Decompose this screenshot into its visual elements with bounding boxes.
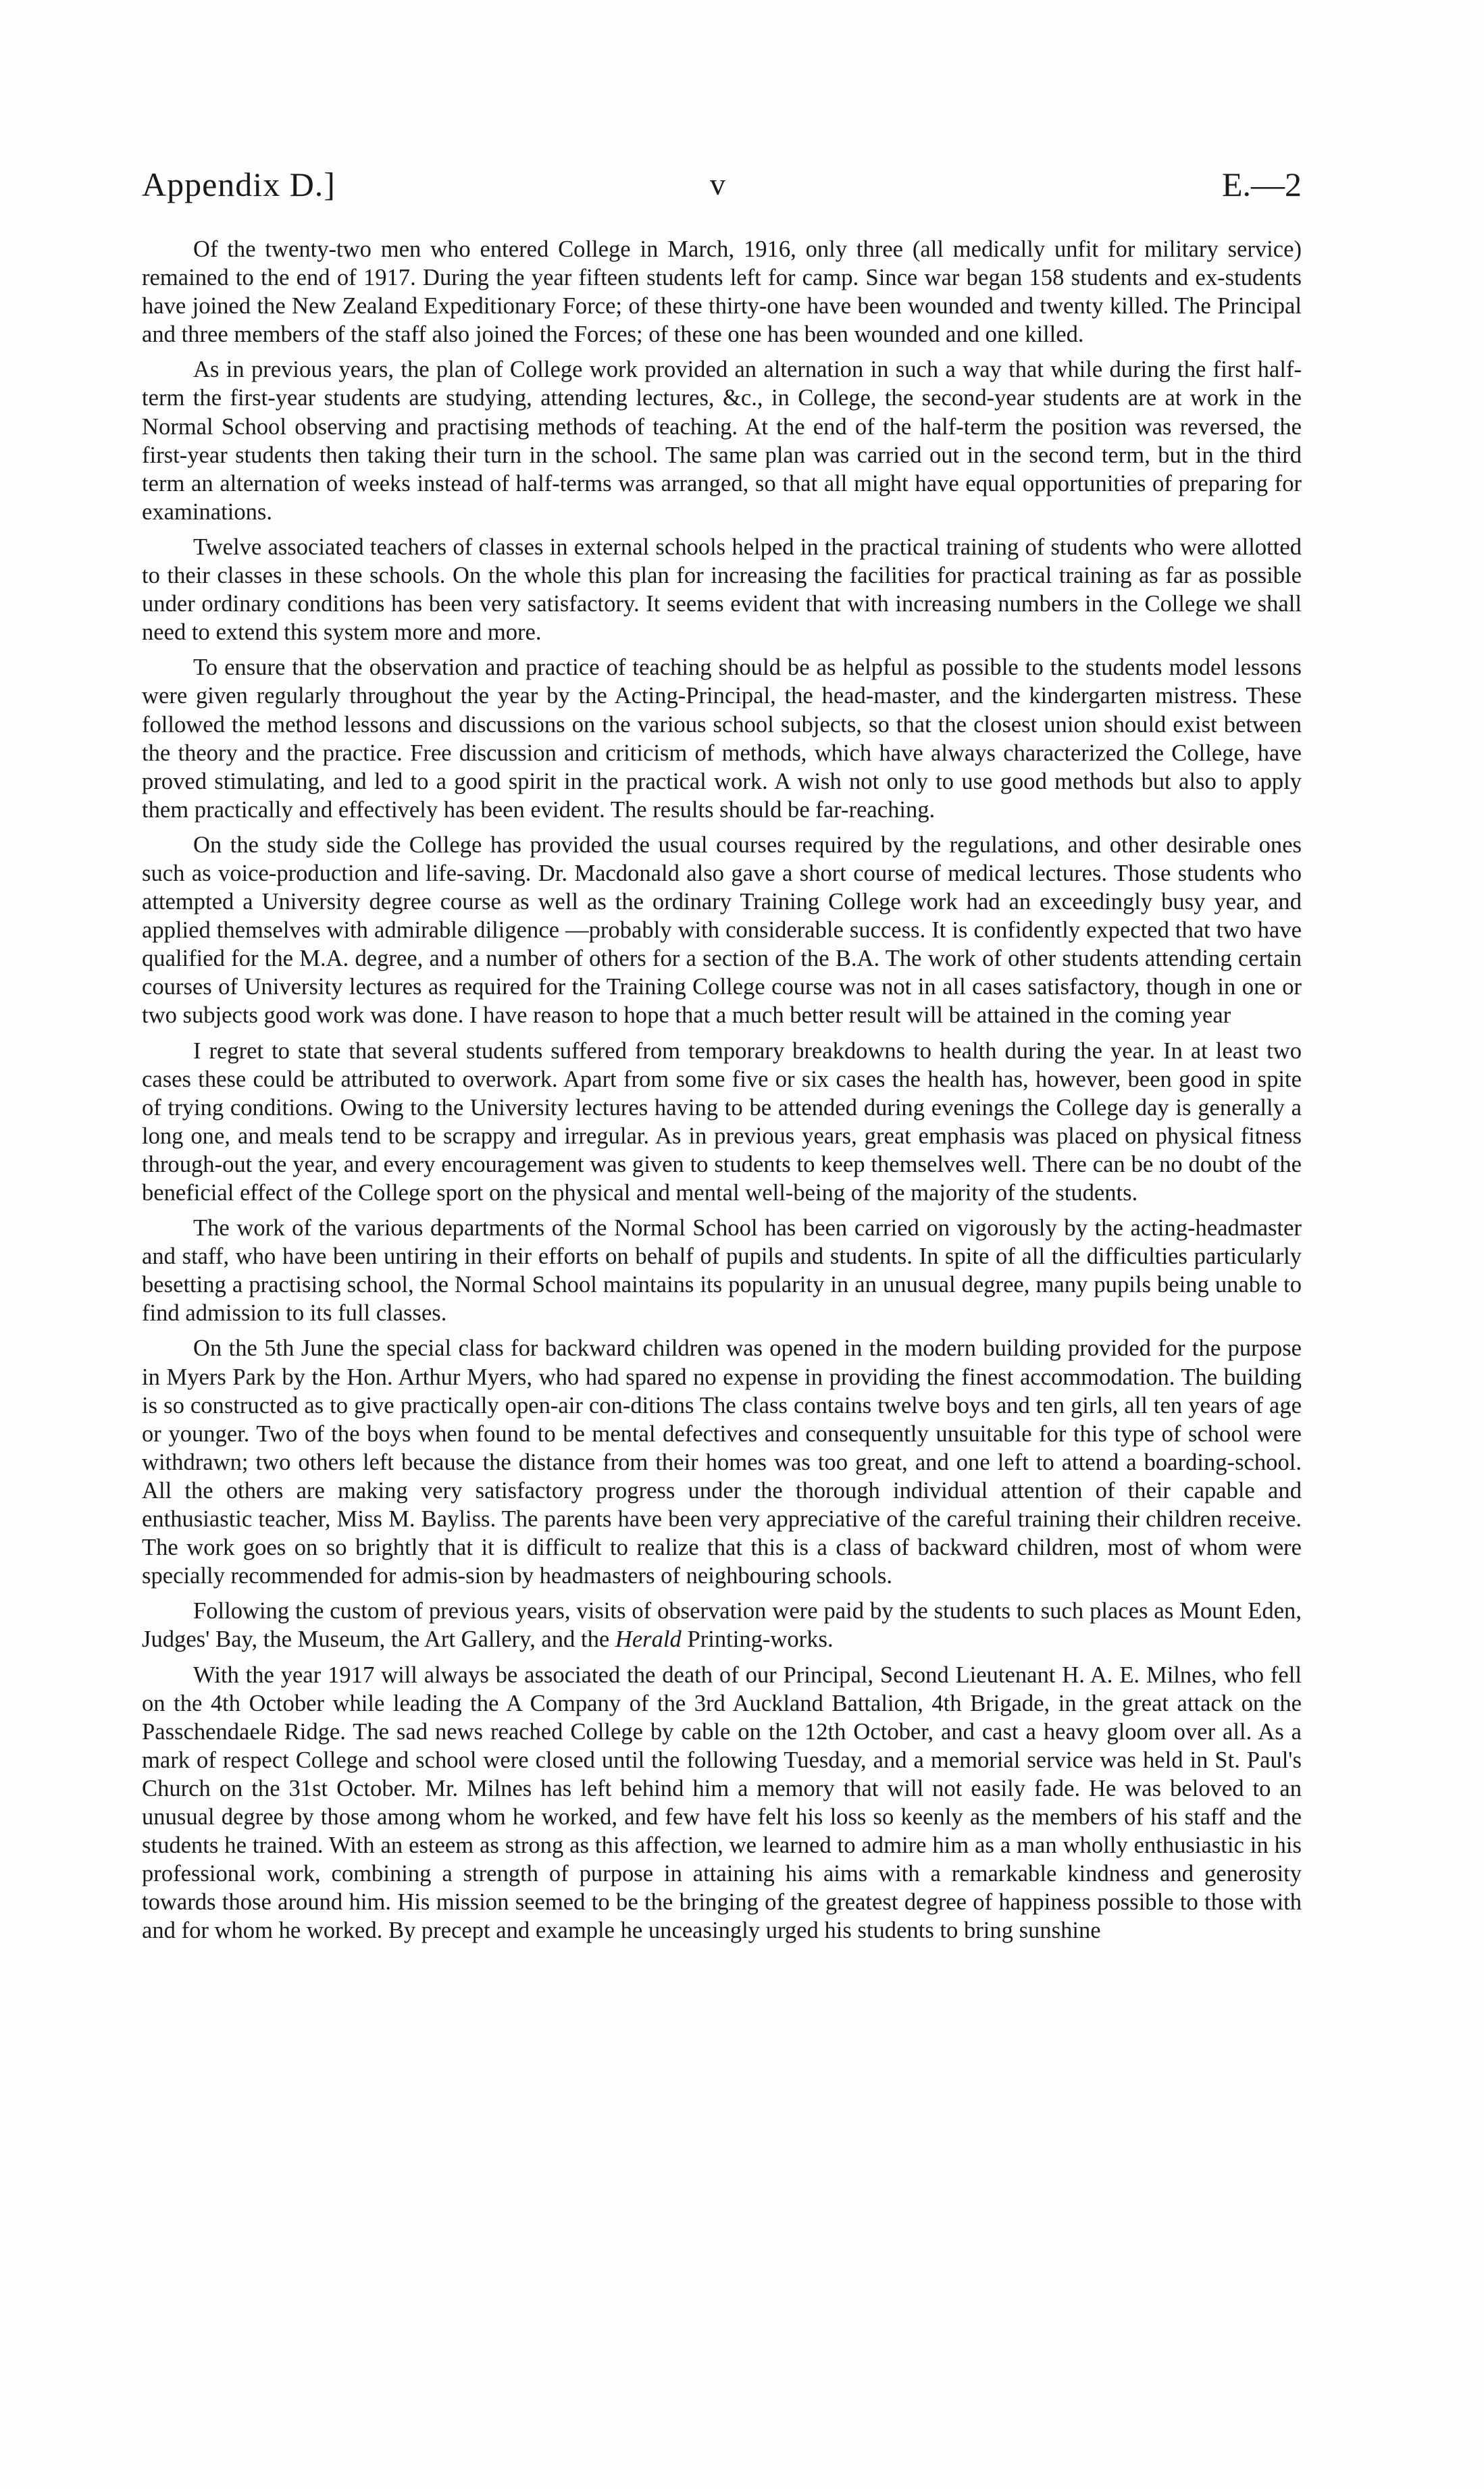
paragraph-associated-teachers: Twelve associated teachers of classes in external schools helped in the practical training of students who were allotted to their classes in these schools. On the whole this plan for increasing the facilities for practical training as far as possible under ordinary conditions has been very satisfactory. It seems evident that with increasing numbers in the College we shall need to extend this system more and more. [142, 534, 1302, 646]
header-document-code: E.—2 [1221, 165, 1302, 203]
running-header [142, 165, 1302, 212]
paragraph-alternation-plan: As in previous years, the plan of College work provided an alternation in such a way that while during the first half-term the first-year students are studying, attending lectures, &c., in College, the second-year students are at work in the Normal School observing and practising methods of teaching. At the end of the half-term the position was reversed, the first-year students then taking their turn in the school. The same plan was carried out in the second term, but in the third term an alternation of weeks instead of half-terms was arranged, so that all might have equal opportunities of preparing for examinations. [142, 357, 1302, 525]
observation-text-end: Printing-works. [681, 1626, 834, 1653]
paragraph-student-health: I regret to state that several students suffered from temporary breakdowns to health during the year. In at least two cases these could be attributed to overwork. Apart from some five or six cases the health has, however, been good in spite of trying conditions. Owing to the University lectures having to be attended during evenings the College day is generally a long one, and meals tend to be scrappy and irregular. As in previous years, great emphasis was placed on physical fitness through-out the year, and every encouragement was given to students to keep themselves well. There can be no doubt of the beneficial effect of the College sport on the physical and mental well-being of the majority of the students. [142, 1037, 1302, 1206]
paragraph-principal-memorial: With the year 1917 will always be associated the death of our Principal, Second Lieutenant H. A. E. Milnes, who fell on the 4th October while leading the A Company of the 3rd Auckland Battalion, 4th Brigade, in the great attack on the Passchendaele Ridge. The sad news reached College by cable on the 12th October, and cast a heavy gloom over all. As a mark of respect College and school were closed until the following Tuesday, and a memorial service was held in St. Paul's Church on the 31st October. Mr. Milnes has left behind him a memory that will not easily fade. He was beloved to an unusual degree by those among whom he worked, and few have felt his loss so keenly as the members of his staff and the students he trained. With an esteem as strong as this affection, we learned to admire him as a man wholly enthusiastic in his professional work, combining a strength of purpose in attaining his aims with a remarkable kindness and generosity towards those around him. His mission seemed to be the bringing of the greatest degree of happiness possible to those with and for whom he worked. By precept and example he unceasingly urged his students to bring sunshine [142, 1662, 1302, 1944]
report-body [142, 235, 1302, 1945]
header-appendix-label: Appendix D.] [142, 165, 336, 203]
observation-text-italic: Herald [615, 1626, 682, 1653]
observation-text-start: Following the custom of previous years, visits of observation were paid by the students to such places as Mount Eden, Judges' Bay, the Museum, the Art Gallery, and the [142, 1598, 1302, 1653]
header-page-number: v [710, 167, 725, 201]
paragraph-normal-school: The work of the various departments of the Normal School has been carried on vigorously by the acting-headmaster and staff, who have been untiring in their efforts on behalf of pupils and students. In spite of all the difficulties particularly besetting a practising school, the Normal School maintains its popularity in an unusual degree, many pupils being unable to find admission to its full classes. [142, 1215, 1302, 1327]
paragraph-study-courses: On the study side the College has provided the usual courses required by the regulations, and other desirable ones such as voice-production and life-saving. Dr. Macdonald also gave a short course of medical lectures. Those students who attempted a University degree course as well as the ordinary Training College work had an exceedingly busy year, and applied themselves with admirable diligence —probably with considerable success. It is confidently expected that two have qualified for the M.A. degree, and a number of others for a section of the B.A. The work of other students attending certain courses of University lectures as required for the Training College course was not in all cases satisfactory, though in one or two subjects good work was done. I have reason to hope that a much better result will be attained in the coming year [142, 831, 1302, 1029]
paragraph-observation-visits [142, 1597, 1302, 1653]
paragraph-enrolment-war-service: Of the twenty-two men who entered College in March, 1916, only three (all medically unfit for military service) remained to the end of 1917. During the year fifteen students left for camp. Since war began 158 students and ex-students have joined the New Zealand Expeditionary Force; of these thirty-one have been wounded and twenty killed. The Principal and three members of the staff also joined the Forces; of these one has been wounded and one killed. [142, 236, 1302, 348]
paragraph-model-lessons: To ensure that the observation and practice of teaching should be as helpful as possible to the students model lessons were given regularly throughout the year by the Acting-Principal, the head-master, and the kindergarten mistress. These followed the method lessons and discussions on the various school subjects, so that the closest union should exist between the theory and the practice. Free discussion and criticism of methods, which have always characterized the College, have proved stimulating, and led to a good spirit in the practical work. A wish not only to use good methods but also to apply them practically and effectively has been evident. The results should be far-reaching. [142, 655, 1302, 823]
paragraph-special-class: On the 5th June the special class for backward children was opened in the modern building provided for the purpose in Myers Park by the Hon. Arthur Myers, who had spared no expense in providing the finest accommodation. The building is so constructed as to give practically open-air con-ditions The class contains twelve boys and ten girls, all ten years of age or younger. Two of the boys when found to be mental defectives and consequently unsuitable for this type of school were withdrawn; two others left because the distance from their homes was too great, and one left to attend a boarding-school. All the others are making very satisfactory progress under the thorough individual attention of their capable and enthusiastic teacher, Miss M. Bayliss. The parents have been very appreciative of the careful training their children receive. The work goes on so brightly that it is difficult to realize that this is a class of backward children, most of whom were specially recommended for admis-sion by headmasters of neighbouring schools. [142, 1335, 1302, 1589]
